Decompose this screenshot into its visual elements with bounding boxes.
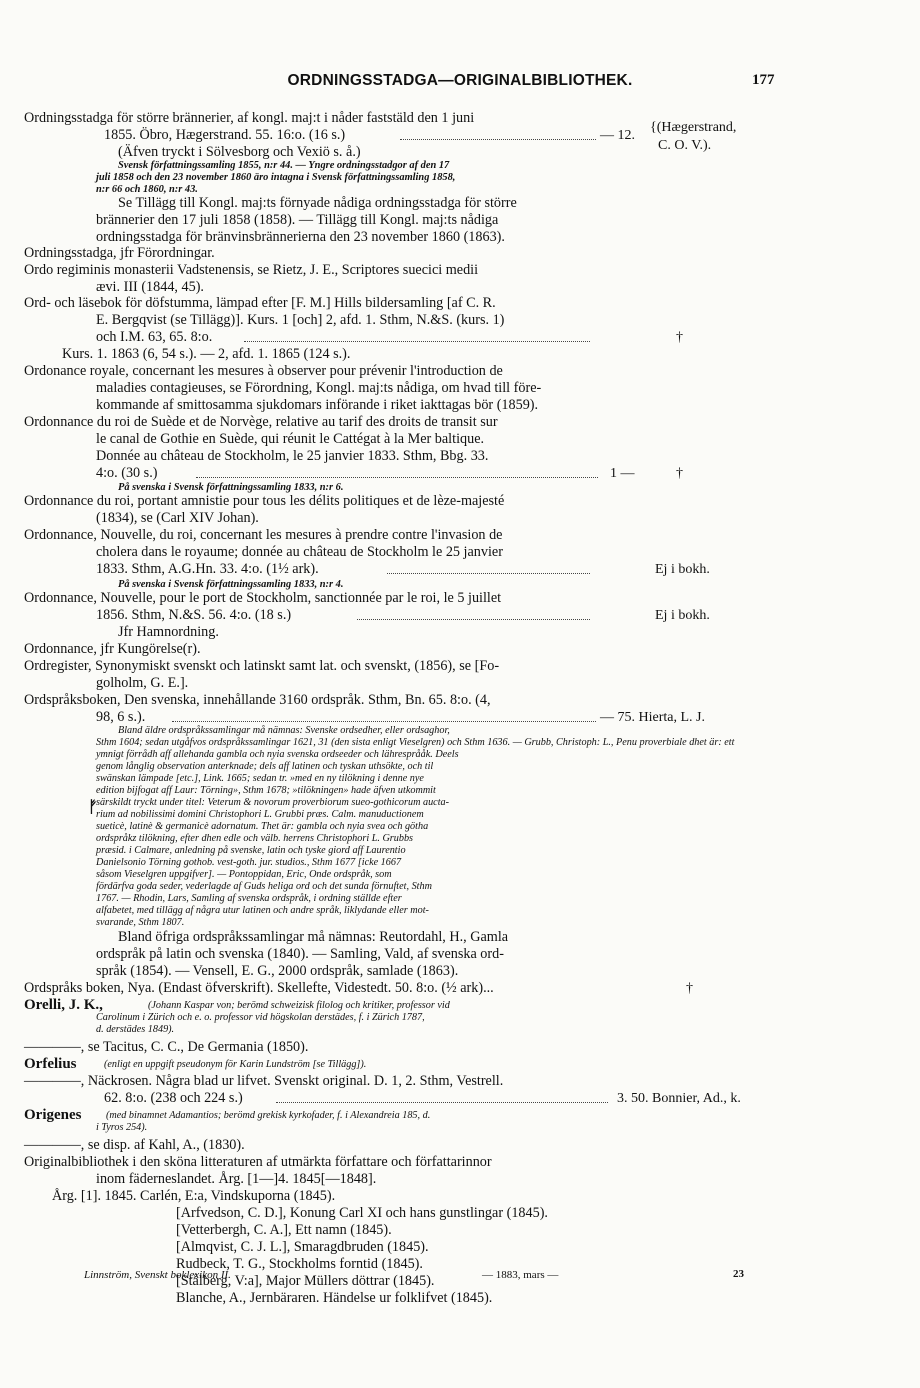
entry-line: 1856. Sthm, N.&S. 56. 4:o. (18 s.)	[96, 607, 292, 623]
entry-line: Kurs. 1. 1863 (6, 54 s.). — 2, afd. 1. 1865 (124 s.).	[62, 346, 351, 362]
price-note: Ej i bokh.	[655, 608, 710, 623]
entry-line: ymnigt förrådh aff allehanda gambla och nyia svenska ordseeder och lähresprååk. Deels	[96, 749, 459, 760]
entry-line: d. derstädes 1849).	[96, 1024, 175, 1035]
price-note: †	[676, 330, 683, 345]
pencil-mark-icon: ᚠ	[88, 799, 98, 816]
entry-line: inom fäderneslandet. Årg. [1—]4. 1845[—1848].	[96, 1171, 377, 1187]
entry-line: Carolinum i Zürich och e. o. professor vid högskolan derstädes, f. i Zürich 1787,	[96, 1012, 425, 1023]
entry-line: Ordonnance, jfr Kungörelse(r).	[24, 641, 201, 657]
dot-leader	[276, 1102, 608, 1103]
entry-line: rium ad nobilissimi domini Christophori L. Grubbi præs. Calm. manuductionem	[96, 809, 424, 820]
entry-line: Sthm 1604; sedan utgåfvos ordspråkssamlingar 1621, 31 (den sista enligt Vieselgren) och Sthm 1636. — Grubb, Christoph: L., Penu proverbiale dhet är: ett	[96, 737, 735, 748]
entry-line: (1834), se (Carl XIV Johan).	[96, 510, 259, 526]
entry-line: [Vetterbergh, C. A.], Ett namn (1845).	[176, 1222, 392, 1238]
entry-line: Ordonnance du roi de Suède et de Norvège, relative au tarif des droits de transit sur	[24, 414, 498, 430]
entry-line: På svenska i Svensk författningssamling 1833, n:r 6.	[118, 482, 344, 493]
dot-leader	[387, 573, 590, 574]
entry-line: le canal de Gothie en Suède, qui réunit le Cattégat à la Mer baltique.	[96, 431, 485, 447]
entry-line: Ordningsstadga för större brännerier, af kongl. maj:t i nåder faststäld den 1 juni	[24, 110, 475, 126]
entry-line: [Arfvedson, C. D.], Konung Carl XI och hans gunstlingar (1845).	[176, 1205, 548, 1221]
entry-line: alfabetet, med tillägg af några utur latinen och andre språk, liklydande eller mot-	[96, 905, 429, 916]
price-note: †	[686, 981, 693, 996]
entry-line: (Äfven tryckt i Sölvesborg och Vexiö s. å.)	[118, 144, 361, 160]
entry-line: præsid. i Calmare, anledning på svenske, latin och tyske giord aff Laurentio	[96, 845, 406, 856]
price-note: 1 —	[610, 466, 635, 481]
entry-line: särskildt tryckt under titel: Veterum & novorum proverbiorum sueo-gothicorum aucta-	[96, 797, 450, 808]
entry-line: i Tyros 254).	[96, 1122, 148, 1133]
entry-line: Ordonnance du roi, portant amnistie pour tous les délits politiques et de lèze-majesté	[24, 493, 505, 509]
entry-line: Bland öfriga ordspråkssamlingar må nämnas: Reutordahl, H., Gamla	[118, 929, 509, 945]
entry-line: Ordregister, Synonymiskt svenskt och latinskt samt lat. och svenskt, (1856), se [Fo-	[24, 658, 500, 674]
entry-line: Rudbeck, T. G., Stockholms forntid (1845).	[176, 1256, 423, 1272]
entry-line: [Almqvist, C. J. L.], Smaragdbruden (1845).	[176, 1239, 429, 1255]
entry-line: golholm, G. E.].	[96, 675, 189, 691]
entry-line: 1855. Öbro, Hægerstrand. 55. 16:o. (16 s.)	[104, 127, 346, 143]
entry-line: Svensk författningssamling 1855, n:r 44. — Yngre ordningsstadgor af den 17	[118, 160, 450, 171]
entry-line: cholera dans le royaume; donnée au château de Stockholm le 25 janvier	[96, 544, 503, 560]
entry-line: ————, se disp. af Kahl, A., (1830).	[24, 1137, 245, 1153]
entry-line: 98, 6 s.).	[96, 709, 146, 725]
entry-line: Bland äldre ordspråkssamlingar må nämnas: Svenske ordsedher, eller ordsaghor,	[118, 725, 450, 736]
entry-line: språk (1854). — Vensell, E. G., 2000 ordspråk, samlade (1863).	[96, 963, 459, 979]
entry-line: (Johann Kaspar von; berömd schweizisk filolog och kritiker, professor vid	[148, 1000, 450, 1011]
entry-line: Ordo regiminis monasterii Vadstenensis, se Rietz, J. E., Scriptores suecici medii	[24, 262, 479, 278]
dot-leader	[357, 619, 590, 620]
entry-line: swänskan lämpade [etc.], Link. 1665; sedan tr. »med en ny tilökning i denne nye	[96, 773, 424, 784]
entry-line: ————, Näckrosen. Några blad ur lifvet. Svenskt original. D. 1, 2. Sthm, Vestrell.	[24, 1073, 504, 1089]
entry-line: n:r 66 och 1860, n:r 43.	[96, 184, 198, 195]
price-note: †	[676, 466, 683, 481]
entry-line: fördärfva goda seder, vederlagde af Guds heliga ord och det sunda förnuftet, Sthm	[96, 881, 432, 892]
entry-line: edition bijfogat aff Laur: Törning», Sthm 1678; »tilökningen» hade äfven utkommit	[96, 785, 436, 796]
dot-leader	[244, 341, 590, 342]
entry-line: ordningsstadga för bränvinsbrännerierna den 23 november 1860 (1863).	[96, 229, 505, 245]
entry-line: Originalbibliothek i den sköna litteraturen af utmärkta författare och författarinnor	[24, 1154, 492, 1170]
entry-line: ævi. III (1844, 45).	[96, 279, 204, 295]
entry-line: sueticè, latinè & germanicè adornatum. Thet är: gambla och nyia svea och götha	[96, 821, 429, 832]
entry-line: genom långlig observation anterknade; dels aff latinen och tyskan uthsökte, och til	[96, 761, 434, 772]
entry-line: juli 1858 och den 23 november 1860 äro intagna i Svensk författningssamling 1858,	[96, 172, 456, 183]
footer-date: — 1883, mars —	[482, 1269, 559, 1281]
price-note: Ej i bokh.	[655, 562, 710, 577]
page-header-title: ORDNINGSSTADGA—ORIGINALBIBLIOTHEK.	[287, 72, 633, 89]
entry-line: Blanche, A., Jernbäraren. Händelse ur folklifvet (1845).	[176, 1290, 493, 1306]
entry-line: ordspråk på latin och svenska (1840). — Samling, Vald, af svenska ord-	[96, 946, 504, 962]
entry-line: svarande, Sthm 1807.	[96, 917, 185, 928]
price-note: 3. 50. Bonnier, Ad., k.	[617, 1091, 741, 1106]
entry-line: Orelli, J. K.,	[24, 997, 103, 1013]
entry-line: Danielsonio Törning gothob. vest-goth. jur. studios., Sthm 1677 [icke 1667	[96, 857, 402, 868]
entry-line: Donnée au château de Stockholm, le 25 janvier 1833. Sthm, Bbg. 33.	[96, 448, 489, 464]
entry-line: 4:o. (30 s.)	[96, 465, 158, 481]
entry-line: [Stålberg, V:a], Major Müllers döttrar (1845).	[176, 1273, 435, 1289]
entry-line: ————, se Tacitus, C. C., De Germania (1850).	[24, 1039, 309, 1055]
entry-line: Ord- och läsebok för döfstumma, lämpad efter [F. M.] Hills bildersamling [af C. R.	[24, 295, 496, 311]
entry-line: Ordonnance, Nouvelle, du roi, concernant les mesures à prendre contre l'invasion de	[24, 527, 503, 543]
entry-line: ordspråkz tilökning, efter dhen edle och välb. herrens Christophori L. Grubbs	[96, 833, 414, 844]
entry-line: Ordspråksboken, Den svenska, innehållande 3160 ordspråk. Sthm, Bn. 65. 8:o. (4,	[24, 692, 491, 708]
entry-line: och I.M. 63, 65. 8:o.	[96, 329, 213, 345]
entry-line: såsom Vieselgren uppgifver]. — Pontoppidan, Eric, Onde ordspråk, som	[96, 869, 392, 880]
price-note: — 12.	[600, 128, 635, 143]
entry-line: Ordonance royale, concernant les mesures à observer pour prévenir l'introduction de	[24, 363, 503, 379]
price-note: C. O. V.).	[658, 138, 712, 153]
price-note: {(Hægerstrand,	[650, 120, 737, 135]
entry-line: 1767. — Rhodin, Lars, Samling af svenska ordspråk, i ordning ställde efter	[96, 893, 402, 904]
entry-line: Årg. [1]. 1845. Carlén, E:a, Vindskuporna (1845).	[52, 1188, 336, 1204]
entry-line: kommande af smittosamma sjukdomars införande i riket iakttagas bör (1859).	[96, 397, 539, 413]
entry-line: (enligt en uppgift pseudonym för Karin Lundström [se Tillägg]).	[104, 1059, 367, 1070]
entry-line: Jfr Hamnordning.	[118, 624, 219, 640]
entry-line: (med binamnet Adamantios; berömd grekisk kyrkofader, f. i Alexandreia 185, d.	[106, 1110, 431, 1121]
entry-line: Se Tillägg till Kongl. maj:ts förnyade nådiga ordningsstadga för större	[118, 195, 517, 211]
entry-line: Ordspråks boken, Nya. (Endast öfverskrift). Skellefte, Videstedt. 50. 8:o. (½ ark)...	[24, 980, 494, 996]
dot-leader	[196, 477, 598, 478]
dot-leader	[172, 721, 596, 722]
entry-line: brännerier den 17 juli 1858 (1858). — Tillägg till Kongl. maj:ts nådiga	[96, 212, 499, 228]
dot-leader	[400, 139, 596, 140]
entry-line: maladies contagieuses, se Förordning, Kongl. maj:ts nådiga, om hvad till före-	[96, 380, 542, 396]
entry-line: Orfelius	[24, 1056, 77, 1072]
entry-line: Ordningsstadga, jfr Förordningar.	[24, 245, 215, 261]
entry-line: E. Bergqvist (se Tillägg)]. Kurs. 1 [och] 2, afd. 1. Sthm, N.&S. (kurs. 1)	[96, 312, 505, 328]
page-number: 177	[752, 72, 775, 88]
entry-line: På svenska i Svensk författningssamling 1833, n:r 4.	[118, 579, 344, 590]
footer-source: Linnström, Svenskt boklexikon II.	[84, 1269, 231, 1281]
entry-line: Ordonnance, Nouvelle, pour le port de Stockholm, sanctionnée par le roi, le 5 juillet	[24, 590, 502, 606]
entry-line: 62. 8:o. (238 och 224 s.)	[104, 1090, 243, 1106]
entry-line: 1833. Sthm, A.G.Hn. 33. 4:o. (1½ ark).	[96, 561, 319, 577]
footer-signature-number: 23	[733, 1268, 744, 1280]
entry-line: Origenes	[24, 1107, 82, 1123]
price-note: — 75. Hierta, L. J.	[600, 710, 705, 725]
